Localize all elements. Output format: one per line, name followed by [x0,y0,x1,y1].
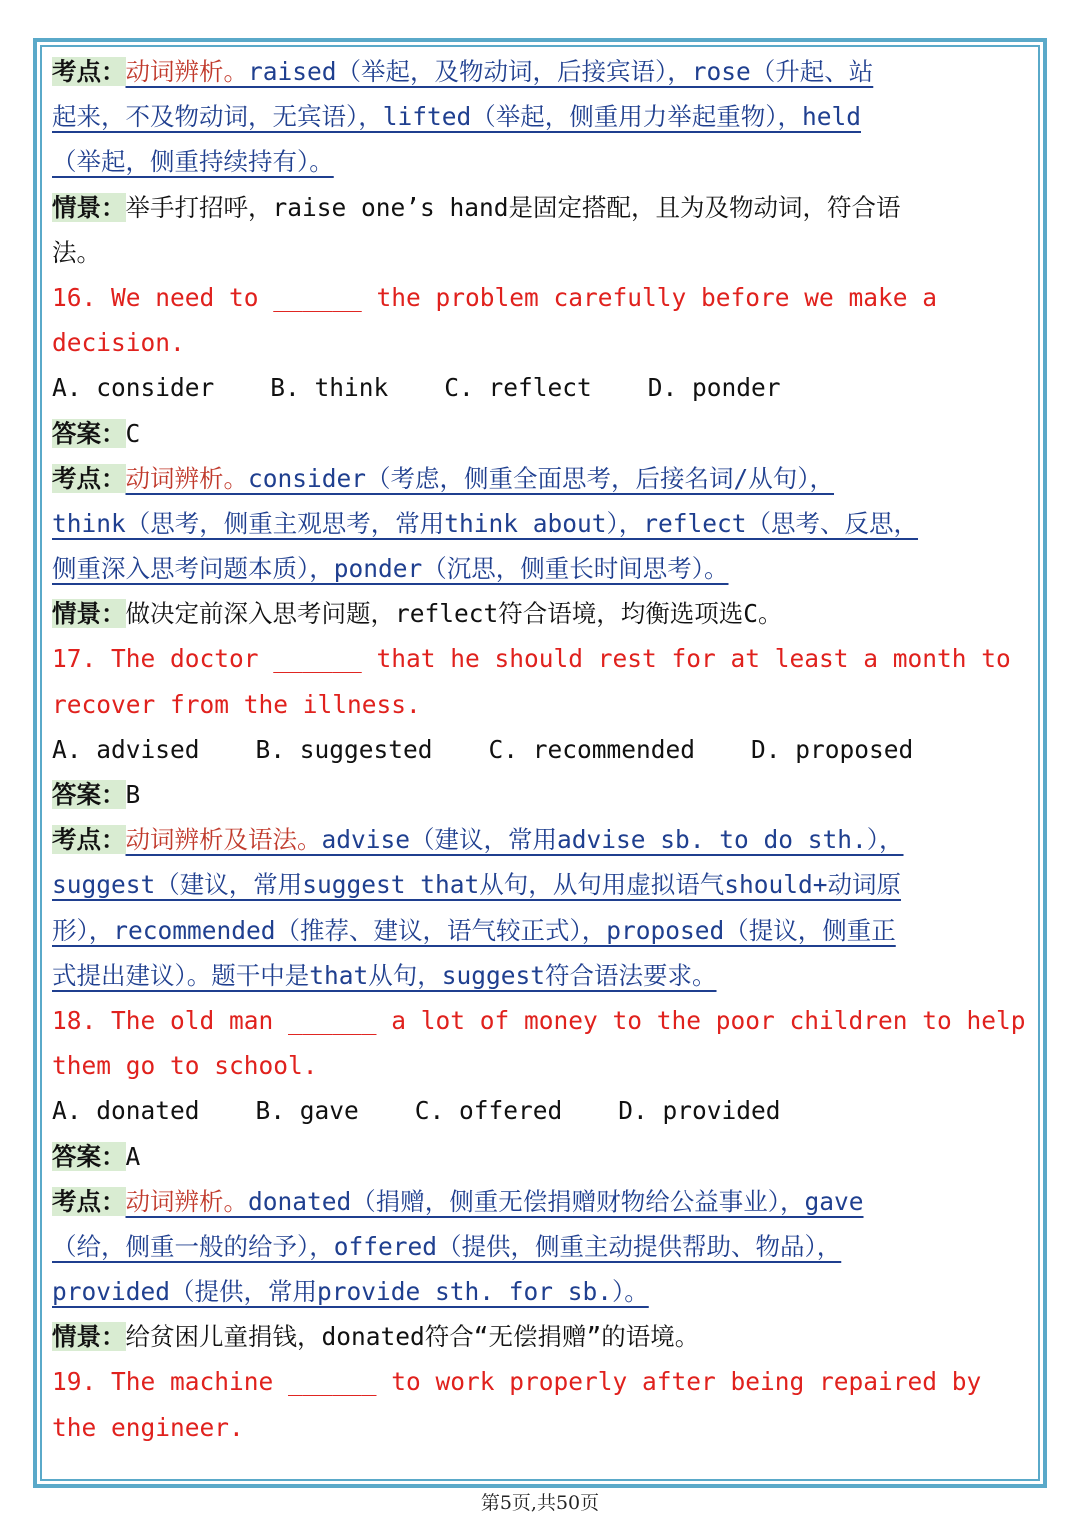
qingjing-text: 做决定前深入思考问题，reflect符合语境，均衡选项选C。 [125,599,783,629]
kaodian-prefix: 动词辨析。 [125,57,248,86]
question-16: 16. We need to ______ the problem carefully before we make a [52,282,938,312]
kaodian-prefix: 动词辨析。 [125,463,248,493]
kaodian-label: 考点： [52,57,126,86]
qingjing-label: 情景： [52,192,126,222]
kaodian-text: provided（提供，常用provide sth. for sb.）。 [52,1277,649,1307]
kaodian-text: consider（考虑，侧重全面思考，后接名词/从句）， [248,463,835,493]
qingjing-label: 情景： [52,599,126,629]
answer-value: B [125,780,141,809]
kaodian-text: 侧重深入思考问题本质），ponder（沉思，侧重长时间思考）。 [52,554,729,584]
document-body [52,49,1027,1450]
answer-value: A [125,1141,141,1171]
qingjing-text: 给贫困儿童捐钱，donated符合“无偿捐赠”的语境。 [125,1322,700,1352]
answer-value: C [125,418,141,448]
answer-label: 答案： [52,780,126,809]
kaodian-text: donated（捐赠，侧重无偿捐赠财物给公益事业），gave [248,1186,864,1216]
kaodian-text: raised（举起，及物动词，后接宾语），rose（升起、站 [248,57,874,86]
answer-line [52,1134,1027,1179]
kaodian-text: （举起，侧重持续持有）。 [52,147,334,177]
options-17 [52,727,1027,772]
option-b: B. suggested [255,734,433,764]
options-16 [52,365,1027,410]
qingjing-text: 法。 [52,237,101,267]
kaodian-label: 考点： [52,463,126,493]
options-18 [52,1088,1027,1133]
answer-label: 答案： [52,418,126,448]
kaodian-line [52,817,1027,862]
answer-line [52,411,1027,456]
qingjing-text: 举手打招呼，raise one’s hand是固定搭配，且为及物动词，符合语 [125,192,901,222]
page-footer: 第5页,共50页 [480,1492,600,1514]
option-a: A. advised [52,734,200,764]
kaodian-line [52,1179,1027,1224]
option-d: D. proposed [751,734,914,764]
question-18: 18. The old man ______ a lot of money to the poor children to help [52,1005,1026,1035]
kaodian-label: 考点： [52,1186,126,1216]
option-b: B. gave [255,1096,359,1126]
question-text: recover from the illness. [52,689,421,719]
kaodian-text: suggest（建议，常用suggest that从句，从句用虚拟语气should+动词原 [52,870,902,900]
kaodian-text: advise（建议，常用advise sb. to do sth.）， [321,825,904,855]
question-text: the engineer. [52,1412,244,1442]
qingjing-line [52,1314,1027,1359]
option-d: D. ponder [647,373,781,403]
kaodian-text: think（思考，侧重主观思考，常用think about），reflect（思考、反思， [52,508,919,538]
qingjing-line [52,591,1027,636]
answer-line [52,772,1027,817]
kaodian-line [52,49,1027,94]
kaodian-line [52,456,1027,501]
kaodian-text: 形），recommended（推荐、建议，语气较正式），proposed（提议，侧重正 [52,915,896,945]
answer-label: 答案： [52,1141,126,1171]
qingjing-label: 情景： [52,1322,126,1352]
kaodian-text: 式提出建议）。题干中是that从句，suggest符合语法要求。 [52,960,717,990]
option-a: A. consider [52,373,215,403]
option-c: C. recommended [488,734,696,764]
kaodian-text: （给，侧重一般的给予），offered（提供，侧重主动提供帮助、物品）， [52,1231,842,1261]
kaodian-prefix: 动词辨析及语法。 [125,825,322,855]
option-d: D. provided [618,1096,781,1126]
kaodian-label: 考点： [52,825,126,855]
kaodian-prefix: 动词辨析。 [125,1186,248,1216]
question-17: 17. The doctor ______ that he should rest for at least a month to [52,644,1011,674]
qingjing-line [52,185,1027,230]
question-text: decision. [52,328,185,358]
option-c: C. reflect [444,373,592,403]
option-c: C. offered [414,1096,563,1126]
option-b: B. think [270,373,389,403]
question-text: them go to school. [52,1051,318,1081]
question-19: 19. The machine ______ to work properly after being repaired by [52,1367,982,1397]
option-a: A. donated [52,1096,200,1126]
kaodian-text: 起来，不及物动词，无宾语），lifted（举起，侧重用力举起重物），held [52,102,861,132]
